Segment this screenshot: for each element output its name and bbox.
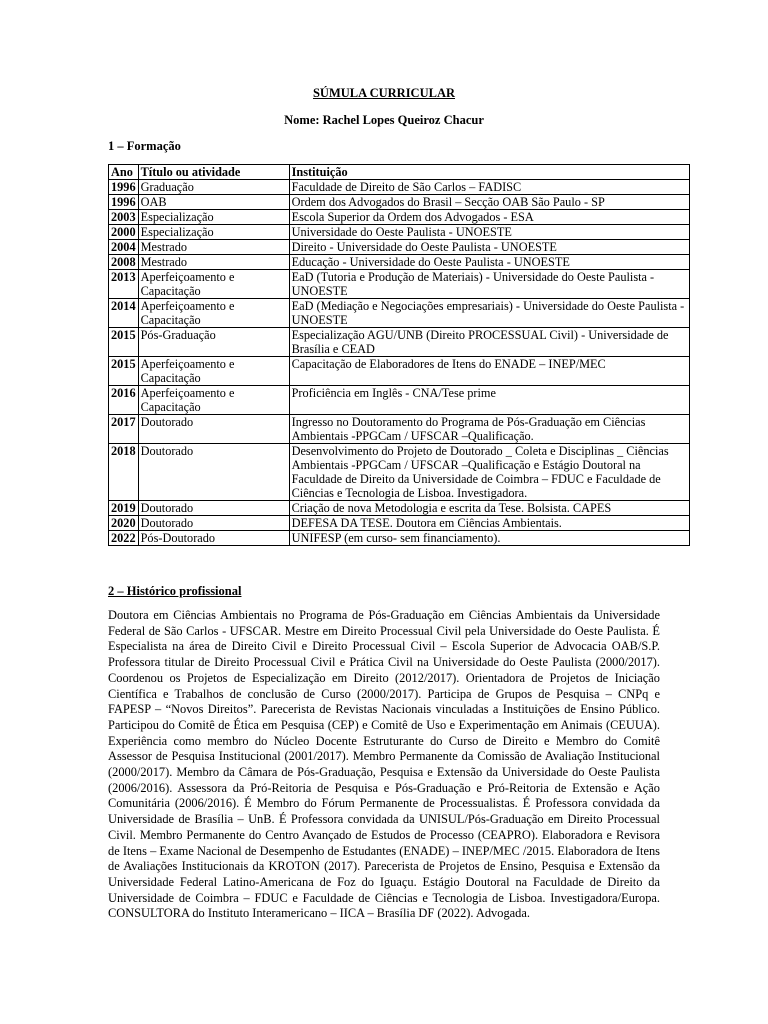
- cell-titulo: Pós-Graduação: [138, 328, 289, 357]
- cell-instituicao: UNIFESP (em curso- sem financiamento).: [289, 531, 689, 546]
- table-row: [109, 531, 690, 546]
- table-row: [109, 357, 690, 386]
- cell-instituicao: EaD (Tutoria e Produção de Materiais) - Universidade do Oeste Paulista - UNOESTE: [289, 270, 689, 299]
- cell-instituicao: Capacitação de Elaboradores de Itens do ENADE – INEP/MEC: [289, 357, 689, 386]
- cell-instituicao: Desenvolvimento do Projeto de Doutorado _ Coleta e Disciplinas _ Ciências Ambientais -PPGCam / UFSCAR –Qualificação e Estágio Doutoral na Faculdade de Direito da Universidade de Coimbra – FDUC e Faculdade de Ciências e Tecnologia de Lisboa. Investigadora.: [289, 444, 689, 501]
- table-row: [109, 180, 690, 195]
- table-header-row: [109, 165, 690, 180]
- table-row: [109, 516, 690, 531]
- table-row: [109, 240, 690, 255]
- cell-titulo: Doutorado: [138, 501, 289, 516]
- cell-instituicao: Proficiência em Inglês - CNA/Tese prime: [289, 386, 689, 415]
- header-instituicao: Instituição: [289, 165, 689, 180]
- cell-titulo: Especialização: [138, 225, 289, 240]
- cell-ano: 2013: [109, 270, 139, 299]
- cell-ano: 1996: [109, 180, 139, 195]
- cell-instituicao: Faculdade de Direito de São Carlos – FADISC: [289, 180, 689, 195]
- cell-instituicao: EaD (Mediação e Negociações empresariais) - Universidade do Oeste Paulista - UNOESTE: [289, 299, 689, 328]
- cell-titulo: Mestrado: [138, 240, 289, 255]
- cell-ano: 2003: [109, 210, 139, 225]
- cell-titulo: Mestrado: [138, 255, 289, 270]
- cell-instituicao: Especialização AGU/UNB (Direito PROCESSUAL Civil) - Universidade de Brasília e CEAD: [289, 328, 689, 357]
- cell-titulo: Aperfeiçoamento e Capacitação: [138, 299, 289, 328]
- document-title: SÚMULA CURRICULAR: [312, 86, 456, 100]
- table-row: [109, 501, 690, 516]
- cell-instituicao: Criação de nova Metodologia e escrita da Tese. Bolsista. CAPES: [289, 501, 689, 516]
- cell-titulo: OAB: [138, 195, 289, 210]
- cell-titulo: Aperfeiçoamento e Capacitação: [138, 357, 289, 386]
- table-row: [109, 328, 690, 357]
- cell-titulo: Doutorado: [138, 415, 289, 444]
- table-row: [109, 386, 690, 415]
- cell-ano: 2017: [109, 415, 139, 444]
- cell-ano: 2020: [109, 516, 139, 531]
- cell-instituicao: Universidade do Oeste Paulista - UNOESTE: [289, 225, 689, 240]
- section-formacao-title: 1 – Formação: [108, 139, 181, 153]
- table-row: [109, 225, 690, 240]
- table-row: [109, 444, 690, 501]
- cell-titulo: Aperfeiçoamento e Capacitação: [138, 386, 289, 415]
- cell-ano: 2000: [109, 225, 139, 240]
- cell-instituicao: Escola Superior da Ordem dos Advogados - ESA: [289, 210, 689, 225]
- cell-instituicao: DEFESA DA TESE. Doutora em Ciências Ambientais.: [289, 516, 689, 531]
- person-name: Nome: Rachel Lopes Queiroz Chacur: [284, 113, 484, 127]
- cell-ano: 2008: [109, 255, 139, 270]
- table-row: [109, 195, 690, 210]
- cell-ano: 2019: [109, 501, 139, 516]
- cell-ano: 2015: [109, 328, 139, 357]
- cell-titulo: Pós-Doutorado: [138, 531, 289, 546]
- cell-titulo: Doutorado: [138, 516, 289, 531]
- cell-instituicao: Educação - Universidade do Oeste Paulista - UNOESTE: [289, 255, 689, 270]
- cell-ano: 2015: [109, 357, 139, 386]
- table-row: [109, 299, 690, 328]
- header-ano: Ano: [109, 165, 139, 180]
- cell-titulo: Graduação: [138, 180, 289, 195]
- cell-instituicao: Ingresso no Doutoramento do Programa de Pós-Graduação em Ciências Ambientais -PPGCam / UFSCAR –Qualificação.: [289, 415, 689, 444]
- header-titulo: Título ou atividade: [138, 165, 289, 180]
- cell-titulo: Aperfeiçoamento e Capacitação: [138, 270, 289, 299]
- table-row: [109, 255, 690, 270]
- cell-ano: 2014: [109, 299, 139, 328]
- cell-titulo: Especialização: [138, 210, 289, 225]
- cell-ano: 2016: [109, 386, 139, 415]
- table-row: [109, 270, 690, 299]
- cell-ano: 2022: [109, 531, 139, 546]
- formacao-table: [108, 164, 690, 546]
- table-row: [109, 210, 690, 225]
- cell-ano: 1996: [109, 195, 139, 210]
- section-historico-title: 2 – Histórico profissional: [108, 584, 242, 598]
- cell-ano: 2004: [109, 240, 139, 255]
- cell-titulo: Doutorado: [138, 444, 289, 501]
- table-row: [109, 415, 690, 444]
- cell-instituicao: Direito - Universidade do Oeste Paulista - UNOESTE: [289, 240, 689, 255]
- historico-paragraph: Doutora em Ciências Ambientais no Programa de Pós-Graduação em Ciências Ambientais da Universidade Federal de São Carlos - UFSCAR. Mestre em Direito Processual Civil pela Universidade do Oeste Paulista. É Especialista na área de Direito Civil e Direito Processual Civil – Escola Superior de Advocacia OAB/S.P. Professora titular de Direito Processual Civil e Prática Civil na Universidade do Oeste Paulista (2000/2017). Coordenou os Projetos de Especialização em Direito (2012/2017). Orientadora de Projetos de Iniciação Científica e Trabalhos de conclusão de Curso (2000/2017). Participa de Grupos de Pesquisa – CNPq e FAPESP – “Novos Direitos”. Parecerista de Revistas Nacionais vinculadas a Instituições de Ensino Público. Participou do Comitê de Ética em Pesquisa (CEP) e Comitê de Uso e Experimentação em Animais (CEUUA). Experiência como membro do Núcleo Docente Estruturante do Curso de Direito e Membro do Comitê Assessor de Pesquisa Institucional (2001/2017). Membro Permanente da Comissão de Avaliação Institucional (2000/2017). Membro da Câmara de Pós-Graduação, Pesquisa e Extensão da Universidade do Oeste Paulista (2006/2016). Assessora da Pró-Reitoria de Pesquisa e Pós-Graduação e Pró-Reitoria de Extensão e Ação Comunitária (2006/2016). É Membro do Fórum Permanente de Processualistas. É Professora convidada da Universidade de Brasília – UnB. É Professora convidada da UNISUL/Pós-Graduação em Direito Processual Civil. Membro Permanente do Centro Avançado de Estudos de Processo (CEAPRO). Elaboradora e Revisora de Itens – Exame Nacional de Desempenho de Estudantes (ENADE) – INEP/MEC /2015. Elaboradora de Itens de Avaliações Institucionais da KROTON (2017). Parecerista de Projetos de Ensino, Pesquisa e Extensão da Universidade Federal Latino-Americana de Foz do Iguaçu. Estágio Doutoral na Faculdade de Direito da Universidade de Coimbra – FDUC e Faculdade de Ciências e Tecnologia de Lisboa. Investigadora/Europa. CONSULTORA do Instituto Interamericano – IICA – Brasília DF (2022). Advogada.: [108, 608, 660, 921]
- cell-ano: 2018: [109, 444, 139, 501]
- cell-instituicao: Ordem dos Advogados do Brasil – Secção OAB São Paulo - SP: [289, 195, 689, 210]
